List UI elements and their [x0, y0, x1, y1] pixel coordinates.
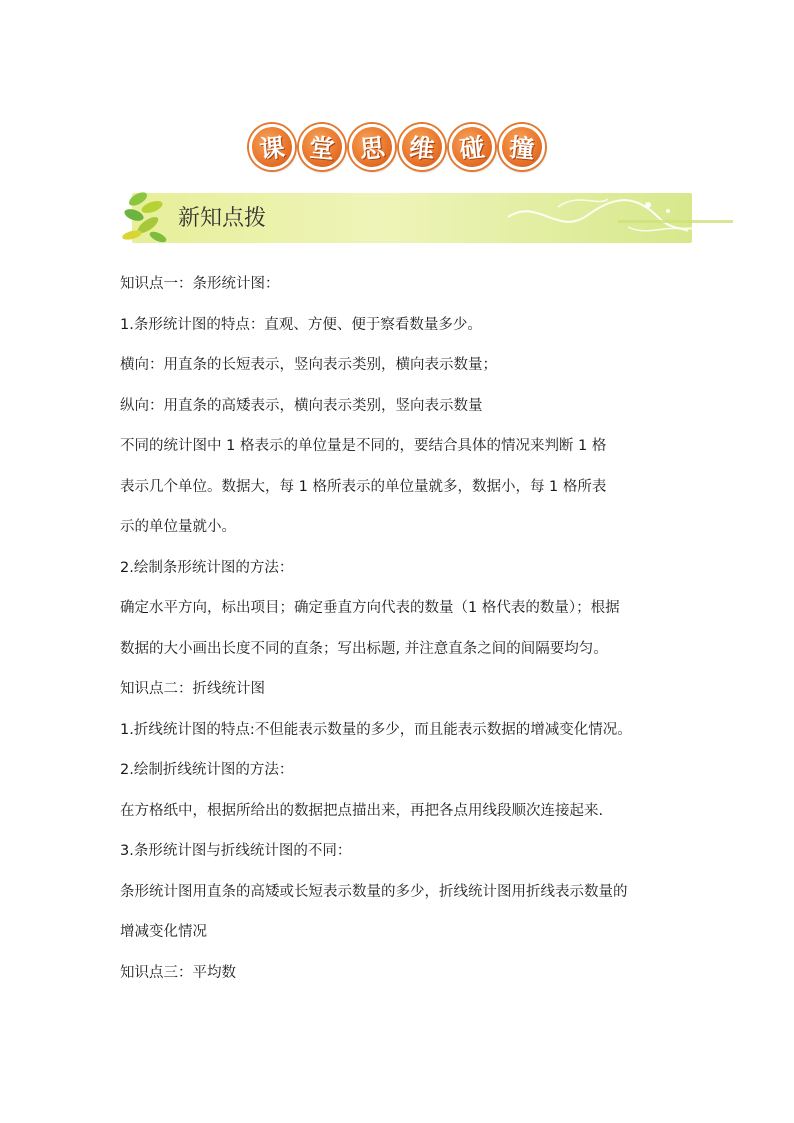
title-char: 课 — [247, 122, 298, 173]
text-line: 增减变化情况 — [120, 924, 207, 940]
title-char: 思 — [347, 122, 398, 173]
text-line: 2.绘制条形统计图的方法： — [120, 559, 294, 576]
section-banner — [118, 185, 733, 249]
text-line: 条形统计图用直条的高矮或长短表示数量的多少，折线统计图用折线表示数量的 — [120, 883, 628, 900]
title-char: 碰 — [447, 122, 498, 173]
text-line: 1.条形统计图的特点：直观、方便、便于察看数量多少。 — [120, 316, 482, 333]
page-title — [0, 124, 794, 170]
text-line: 数据的大小画出长度不同的直条；写出标题, 并注意直条之间的间隔要均匀。 — [120, 640, 608, 657]
text-line: 1.折线统计图的特点:不但能表示数量的多少，而且能表示数据的增减变化情况。 — [120, 721, 632, 738]
text-line: 示的单位量就小。 — [120, 519, 236, 535]
title-char: 撞 — [497, 122, 547, 172]
content-body — [120, 264, 690, 993]
title-char: 堂 — [297, 122, 347, 172]
text-line: 横向：用直条的长短表示，竖向表示类别，横向表示数量； — [120, 357, 497, 373]
text-line: 确定水平方向，标出项目；确定垂直方向代表的数量（1 格代表的数量）；根据 — [120, 600, 620, 616]
text-line: 3.条形统计图与折线统计图的不同： — [120, 843, 352, 859]
text-line: 知识点一：条形统计图： — [120, 276, 280, 292]
leaves-icon — [118, 185, 178, 249]
section-heading: 新知点拨 — [178, 206, 267, 231]
text-line: 知识点三：平均数 — [120, 964, 236, 981]
text-line: 不同的统计图中 1 格表示的单位量是不同的，要结合具体的情况来判断 1 格 — [120, 438, 607, 454]
title-char: 维 — [397, 122, 447, 172]
text-line: 表示几个单位。数据大，每 1 格所表示的单位量就多，数据小，每 1 格所表 — [120, 478, 607, 495]
text-line: 纵向：用直条的高矮表示，横向表示类别，竖向表示数量 — [120, 397, 483, 414]
text-line: 知识点二：折线统计图 — [120, 681, 265, 697]
swirl-decoration-icon — [498, 187, 733, 247]
text-line: 在方格纸中，根据所给出的数据把点描出来，再把各点用线段顺次连接起来. — [120, 802, 604, 819]
text-line: 2.绘制折线统计图的方法： — [120, 762, 294, 778]
